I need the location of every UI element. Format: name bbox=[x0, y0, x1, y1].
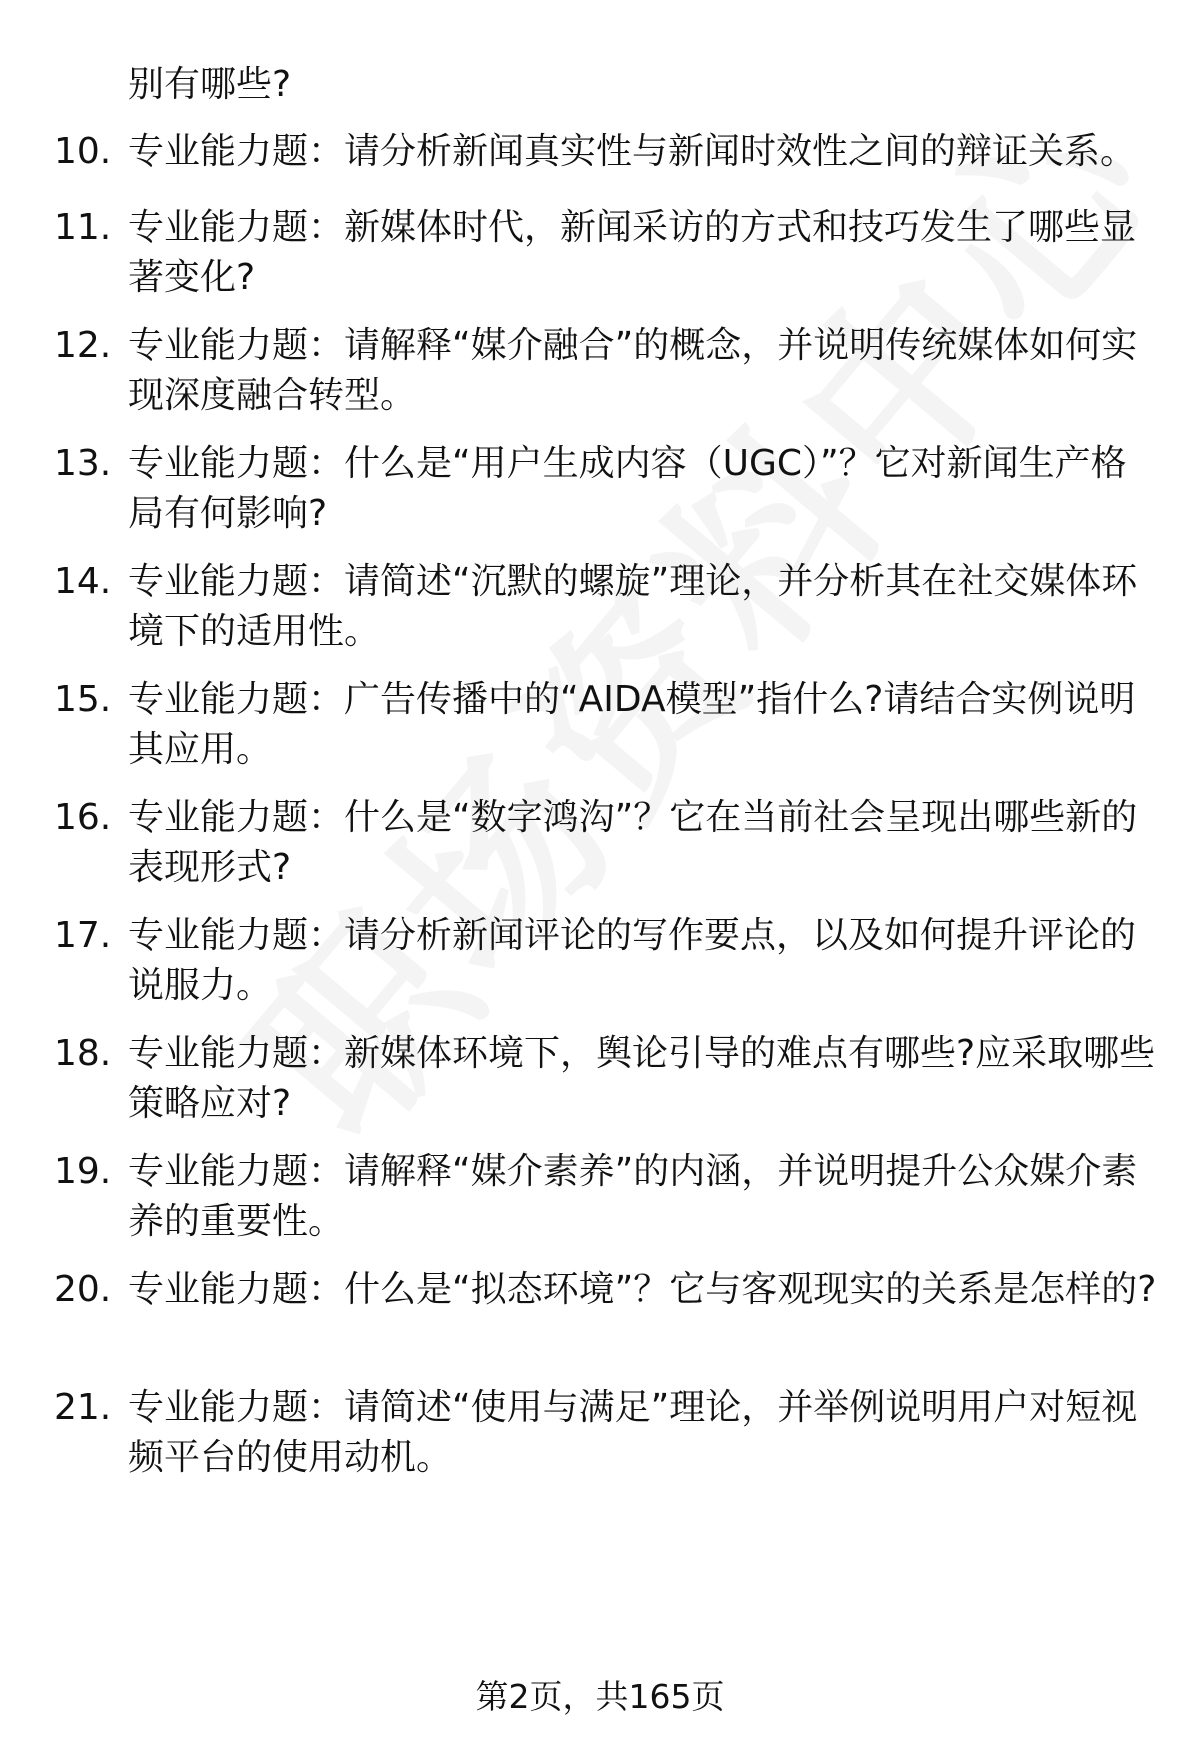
item-number: 13. bbox=[54, 443, 112, 484]
item-text: 专业能力题：什么是“拟态环境”？它与客观现实的关系是怎样的? bbox=[128, 1269, 1157, 1310]
item-text: 专业能力题：请解释“媒介素养”的内涵，并说明提升公众媒介素养的重要性。 bbox=[128, 1151, 1138, 1242]
item-number: 21. bbox=[54, 1387, 112, 1428]
item-number: 18. bbox=[54, 1033, 112, 1074]
item-number: 20. bbox=[54, 1269, 112, 1310]
item-number: 16. bbox=[54, 797, 112, 838]
item-number: 10. bbox=[54, 131, 112, 172]
item-text: 专业能力题：请分析新闻真实性与新闻时效性之间的辩证关系。 bbox=[128, 131, 1137, 172]
item-text: 专业能力题：广告传播中的“AIDA模型”指什么?请结合实例说明其应用。 bbox=[128, 679, 1136, 770]
item-text: 专业能力题：什么是“数字鸿沟”？它在当前社会呈现出哪些新的表现形式? bbox=[128, 797, 1138, 888]
item-text: 专业能力题：请简述“沉默的螺旋”理论，并分析其在社交媒体环境下的适用性。 bbox=[128, 561, 1138, 652]
item-text: 专业能力题：请简述“使用与满足”理论，并举例说明用户对短视频平台的使用动机。 bbox=[128, 1387, 1138, 1478]
item-text: 专业能力题：请分析新闻评论的写作要点，以及如何提升评论的说服力。 bbox=[128, 915, 1137, 1006]
item-number: 14. bbox=[54, 561, 112, 602]
item-text: 专业能力题：新媒体环境下，舆论引导的难点有哪些?应采取哪些策略应对? bbox=[128, 1033, 1156, 1124]
item-number: 17. bbox=[54, 915, 112, 956]
item-number: 15. bbox=[54, 679, 112, 720]
item-text: 专业能力题：什么是“用户生成内容（UGC）”？它对新闻生产格局有何影响? bbox=[128, 443, 1127, 534]
item-text: 专业能力题：新媒体时代，新闻采访的方式和技巧发生了哪些显著变化? bbox=[128, 207, 1137, 298]
item-text: 专业能力题：请解释“媒介融合”的概念，并说明传统媒体如何实现深度融合转型。 bbox=[128, 325, 1138, 416]
item-number: 19. bbox=[54, 1151, 112, 1192]
item-number: 11. bbox=[54, 207, 112, 248]
continuation-text: 别有哪些? bbox=[128, 64, 292, 105]
item-number: 12. bbox=[54, 325, 112, 366]
page-footer: 第2页，共165页 bbox=[475, 1677, 725, 1716]
